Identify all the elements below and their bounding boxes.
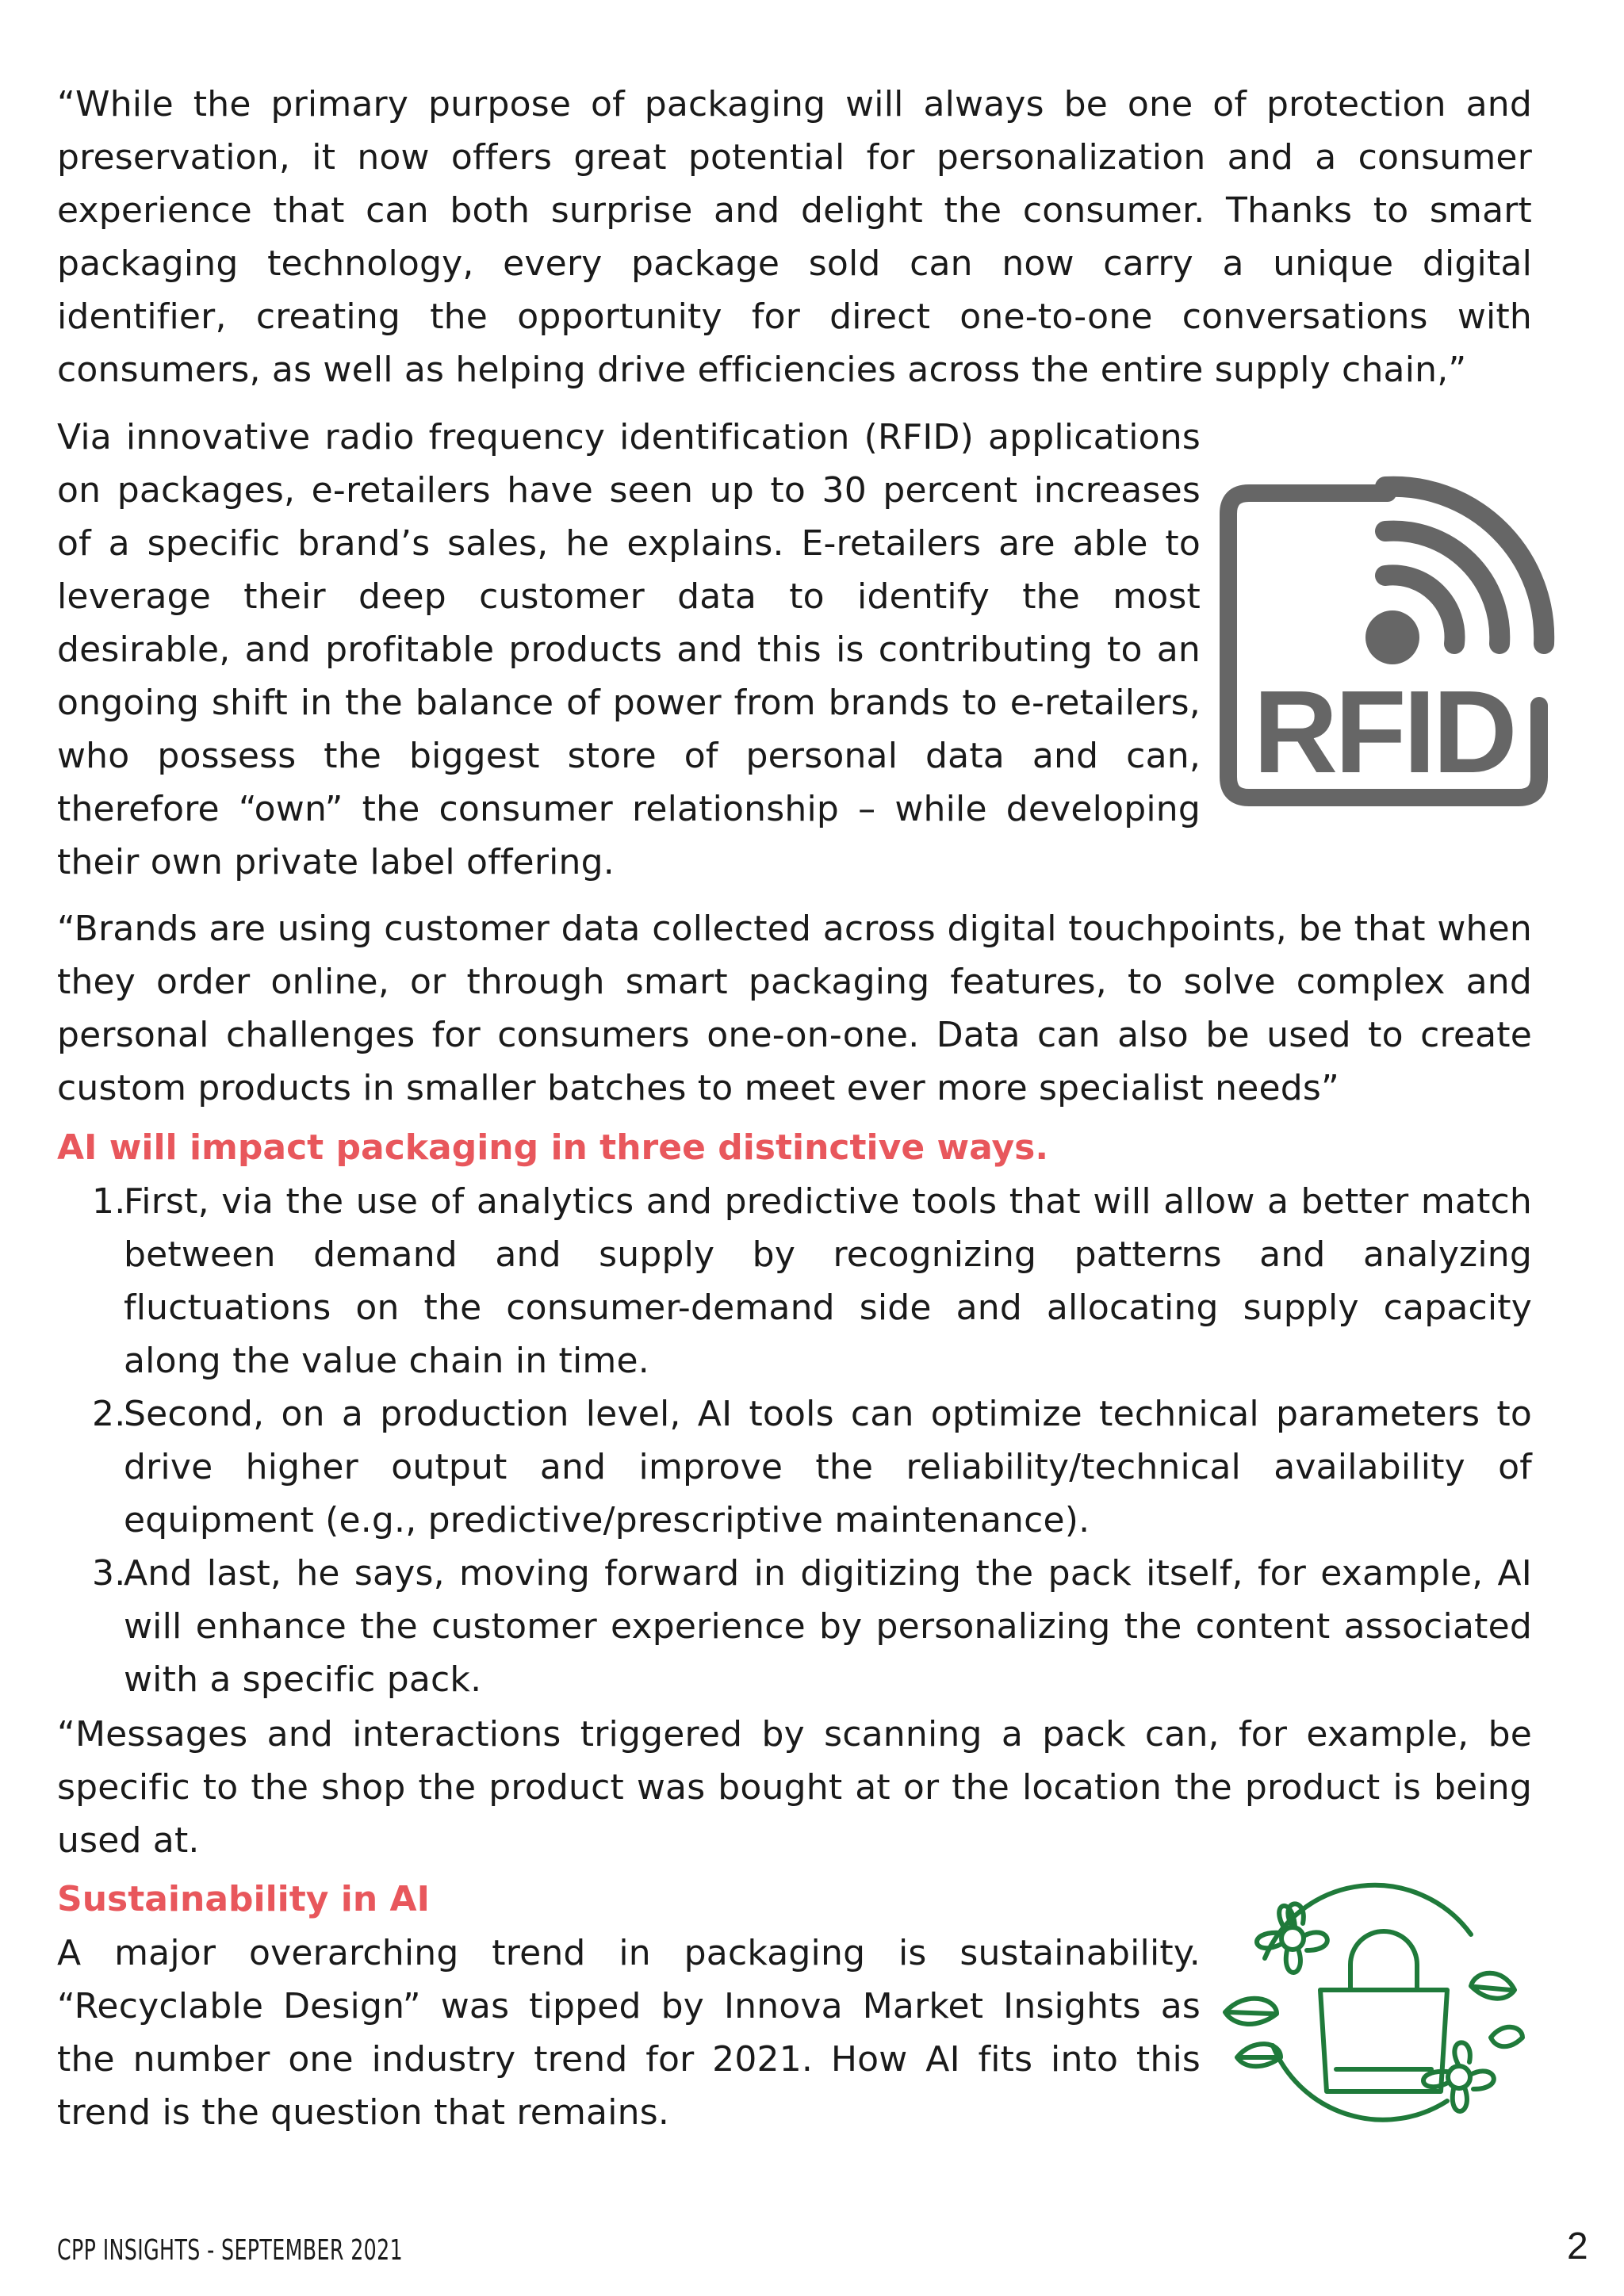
- sustainability-paragraph: A major overarching trend in packaging is sustainability. “Recyclable Design” was tipped by Innova Market Insights as the number one industry trend for 2021. How AI fits into this trend is the question that remains.: [57, 1933, 1201, 2133]
- quote-paragraph-2: “Brands are using customer data collected across digital touchpoints, be that when they order online, or through smart packaging features, to solve complex and personal challenges for consumers one-on-one. Data can also be used to create custom products in smaller batches to meet ever more specialist needs”: [57, 909, 1532, 1108]
- list-item-text: First, via the use of analytics and predictive tools that will allow a better match between demand and supply by recognizing patterns and analyzing fluctuations on the consumer-demand side and allocating supply capacity along the value chain in time.: [124, 1181, 1532, 1381]
- quote-paragraph-3: “Messages and interactions triggered by scanning a pack can, for example, be specific to the shop the product was bought at or the location the product is being used at.: [57, 1714, 1532, 1861]
- ai-impact-list: [57, 1175, 1532, 1706]
- rfid-icon-label: RFID: [1253, 667, 1515, 798]
- bag-handle: [1350, 1931, 1417, 1990]
- list-number: 3.: [92, 1553, 126, 1594]
- leaf-right: [1471, 1973, 1515, 1999]
- ring-bottom: [1273, 2045, 1447, 2120]
- page-number: 2: [1567, 2225, 1588, 2267]
- rfid-dot: [1365, 610, 1419, 664]
- leaf-right-2: [1491, 2027, 1522, 2046]
- list-item: [57, 1175, 1532, 1387]
- rfid-icon: [1217, 468, 1566, 817]
- list-number: 1.: [92, 1181, 126, 1222]
- eco-bag-flower-icon: [1209, 1871, 1526, 2141]
- rfid-paragraph: Via innovative radio frequency identification (RFID) applications on packages, e-retailers have seen up to 30 percent increases of a specific brand’s sales, he explains. E-retailers are able to leverage their deep customer data to identify the most desirable, and profitable products and this is contributing to an ongoing shift in the balance of power from brands to e-retailers, who possess the biggest store of personal data and can, therefore “own” the consumer relationship – while developing their own private label offering.: [57, 417, 1201, 882]
- quote-paragraph-1: “While the primary purpose of packaging will always be one of protection and preservation, it now offers great potential for personalization and a consumer experience that can both surprise and delight the consumer. Thanks to smart packaging technology, every package sold can now carry a unique digital identifier, creating the opportunity for direct one-to-one conversations with consumers, as well as helping drive efficiencies across the entire supply chain,”: [57, 84, 1532, 390]
- list-item-text: And last, he says, moving forward in digitizing the pack itself, for example, AI will enhance the customer experience by personalizing the content associated with a specific pack.: [124, 1553, 1532, 1700]
- list-item-text: Second, on a production level, AI tools can optimize technical parameters to drive higher output and improve the reliability/technical availability of equipment (e.g., predictive/prescriptive maintenance).: [124, 1394, 1532, 1540]
- flower-bottom-right: [1423, 2042, 1494, 2111]
- section-heading-ai-impact: AI will impact packaging in three distinctive ways.: [57, 1127, 1049, 1168]
- footer-publication: CPP INSIGHTS - SEPTEMBER 2021: [57, 2234, 404, 2267]
- section-heading-sustainability: Sustainability in AI: [57, 1879, 430, 1919]
- list-item: [57, 1547, 1532, 1706]
- list-number: 2.: [92, 1394, 126, 1434]
- list-item: [57, 1387, 1532, 1547]
- leaf-left-2: [1237, 2044, 1281, 2066]
- leaf-left: [1225, 1999, 1277, 2024]
- flower-top-left: [1257, 1904, 1327, 1973]
